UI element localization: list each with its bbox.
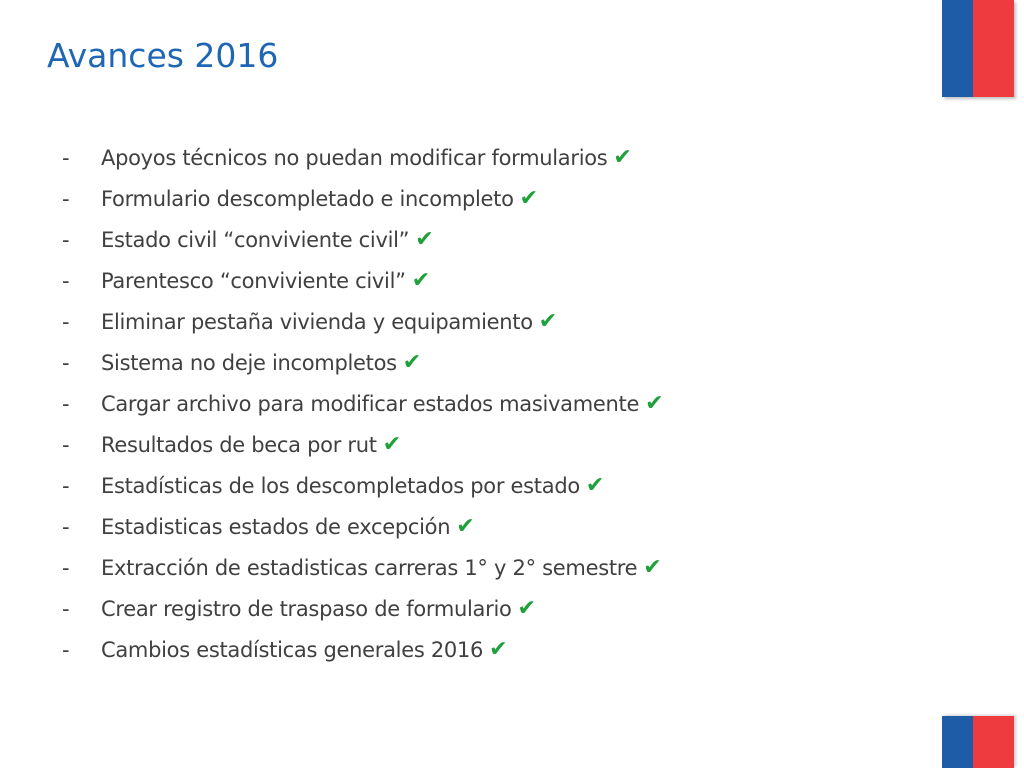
bullet-dash: - — [62, 186, 70, 211]
list-item — [62, 465, 922, 506]
checkmark-icon: ✔ — [411, 268, 430, 293]
checkmark-icon: ✔ — [538, 309, 557, 334]
checkmark-icon: ✔ — [643, 555, 662, 580]
list-item — [62, 137, 922, 178]
checkmark-icon: ✔ — [415, 227, 434, 252]
checkmark-icon: ✔ — [489, 637, 508, 662]
flag-red-bar — [973, 0, 1014, 97]
checkmark-icon: ✔ — [613, 145, 632, 170]
bullet-dash: - — [62, 514, 70, 539]
checkmark-icon: ✔ — [585, 473, 605, 498]
bullet-dash: - — [62, 637, 70, 662]
bullet-dash: - — [62, 596, 70, 621]
checkmark-icon: ✔ — [645, 391, 664, 416]
list-item — [62, 260, 922, 301]
checkmark-icon: ✔ — [519, 186, 538, 211]
item-text: Estadísticas de los descompletados por estado — [101, 473, 580, 498]
flag-red-bar — [973, 716, 1014, 768]
flag-blue-bar — [942, 716, 973, 768]
item-text: Crear registro de traspaso de formulario — [101, 596, 512, 621]
list-item — [62, 178, 922, 219]
item-text: Cargar archivo para modificar estados masivamente — [101, 391, 640, 416]
list-item — [62, 547, 922, 588]
list-item — [62, 383, 922, 424]
bullet-dash: - — [62, 432, 70, 457]
list-item — [62, 301, 922, 342]
slide-title: Avances 2016 — [47, 36, 279, 75]
item-text: Cambios estadísticas generales 2016 — [101, 637, 484, 662]
checkmark-icon: ✔ — [456, 514, 475, 539]
list-item — [62, 219, 922, 260]
list-item — [62, 424, 922, 465]
item-text: Eliminar pestaña vivienda y equipamiento — [101, 309, 533, 334]
progress-list — [62, 137, 922, 670]
bullet-dash: - — [62, 555, 70, 580]
flag-blue-bar — [942, 0, 973, 97]
flag-decoration-bottom — [942, 716, 1014, 768]
bullet-dash: - — [62, 391, 70, 416]
item-text: Sistema no deje incompletos — [101, 350, 397, 375]
bullet-dash: - — [62, 309, 70, 334]
list-item — [62, 342, 922, 383]
flag-decoration-top — [942, 0, 1014, 97]
list-item — [62, 506, 922, 547]
bullet-dash: - — [62, 145, 70, 170]
item-text: Formulario descompletado e incompleto — [101, 186, 514, 211]
bullet-dash: - — [62, 227, 70, 252]
item-text: Estado civil “conviviente civil” — [101, 227, 410, 252]
checkmark-icon: ✔ — [517, 596, 536, 621]
list-item — [62, 588, 922, 629]
item-text: Resultados de beca por rut — [101, 432, 377, 457]
item-text: Extracción de estadisticas carreras 1° y 2° semestre — [101, 555, 638, 580]
item-text: Estadisticas estados de excepción — [101, 514, 451, 539]
bullet-dash: - — [62, 268, 70, 293]
bullet-dash: - — [62, 473, 70, 498]
bullet-dash: - — [62, 350, 70, 375]
checkmark-icon: ✔ — [382, 432, 401, 457]
checkmark-icon: ✔ — [402, 350, 421, 375]
list-item — [62, 629, 922, 670]
item-text: Apoyos técnicos no puedan modificar formularios — [101, 145, 608, 170]
item-text: Parentesco “conviviente civil” — [101, 268, 406, 293]
